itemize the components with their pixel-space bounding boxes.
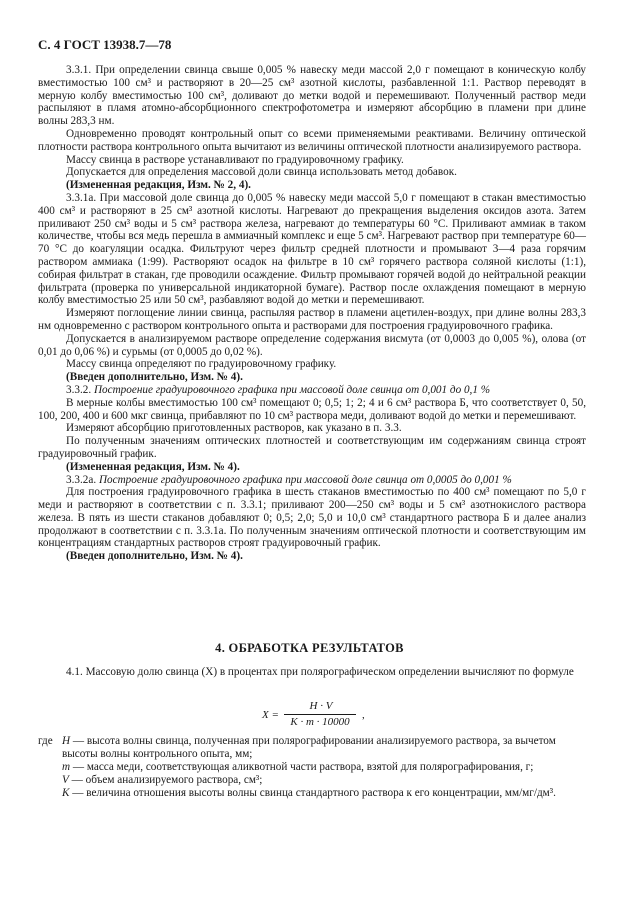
paragraph-build-graph: По полученным значениям оптических плотностей и соответствующим им содержаниям свинца строят градуировочный график. <box>38 435 586 460</box>
definition-description: — величина отношения высоты волны свинца стандартного раствора к его концентрации, мм/мг/дм³. <box>69 787 556 799</box>
definition-symbol: H <box>62 735 71 747</box>
definition-symbol: V <box>62 774 69 786</box>
formula-comma: , <box>362 709 365 721</box>
document-body <box>38 64 586 563</box>
amendment-note: (Введен дополнительно, Изм. № 4). <box>66 371 243 384</box>
paragraph-volumetric-flasks: В мерные колбы вместимостью 100 см³ помещают 0; 0,5; 1; 2; 4 и 6 см³ раствора Б, что соответствует 0, 50, 100, 200, 400 и 600 мкг свинца, прибавляют по 10 см³ раствора меди, доливают водой до метки и перемешивают. <box>38 396 586 422</box>
subsection-3-3-2-heading <box>38 384 586 397</box>
definition-row <box>38 787 586 800</box>
paragraph-3-3-1: 3.3.1. При определении свинца свыше 0,005 % навеску меди массой 2,0 г помещают в коническую колбу вместимостью 100 см³ и растворяют в 20—25 см³ азотной кислоты, разбавленной 1:1. Раствор переводят в мерную колбу вместимостью 100 см³, доливают до метки водой и перемешивают. Полученный раствор меди распыляют в пламя атомно-абсорбционного спектрофотометра и измеряют абсорбцию в пламени при длине волны 283,3 нм. <box>38 64 586 128</box>
paragraph-mass-by-graph: Массу свинца в растворе устанавливают по градуировочному графику. <box>66 153 404 166</box>
definition-symbol: K <box>62 787 70 799</box>
subsection-title: Построение градуировочного графика при массовой доле свинца от 0,001 до 0,1 % <box>93 383 491 396</box>
formula <box>262 700 382 734</box>
paragraph-six-beakers: Для построения градуировочного графика в шесть стаканов вместимостью по 400 см³ помещают по 5,0 г меди и растворяют в соответствии с п. 3.3.1; приливают 200—250 см³ воды и 5 см³ азотнокислого раствора железа. В пять из шести стаканов добавляют 0; 0,5; 2,0; 5,0 и 10,0 см³ стандартного раствора Б и далее анализ продолжают в соответствии с п. 3.3.1а. По полученным значениям оптической плотности и соответствующим им концентрациям стандартных растворов строят градуировочный график. <box>38 486 586 550</box>
paragraph-3-3-1a: 3.3.1а. При массовой доле свинца до 0,005 % навеску меди массой 5,0 г помещают в стакан вместимостью 400 см³ и растворяют в 25 см³ азотной кислоты. Нагревают до прекращения выделения оксидов азота. Затем приливают 250 см³ воды и 5 см³ раствора железа, нагревают до температуры 60 °С. Приливают аммиак в таком количестве, чтобы вся медь перешла в аммиачный комплекс и еще 5 см³. Нагревают раствор при температуре 60—70 °С до коагуляции осадка. Фильтруют через фильтр средней плотности и промывают 3—4 раза горячим раствором аммиака (1:99). Растворяют осадок на фильтре в 10 см³ горячего раствора соляной кислоты (1:1), собирая фильтрат в стакан, где проводили осаждение. Фильтр промывают горячей водой до нейтральной реакции фильтрата (проверка по универсальной индикаторной бумаге). Раствор после охлаждения помещают в мерную колбу вместимостью 25 или 50 см³, разбавляют водой до метки и перемешивают. <box>38 191 586 307</box>
definition-description: — объем анализируемого раствора, см³; <box>68 774 263 786</box>
amendment-note: (Измененная редакция, Изм. № 2, 4). <box>66 179 251 192</box>
definition-text <box>62 761 586 774</box>
definition-text <box>62 774 586 787</box>
variable-definitions <box>38 735 586 800</box>
definition-indent <box>38 774 62 787</box>
paragraph-bismuth-tin-antimony: Допускается в анализируемом растворе определение содержания висмута (от 0,0003 до 0,005 %), олова (от 0,01 до 0,06 %) и сурьмы (от 0,0005 до 0,02 %). <box>38 332 586 358</box>
definition-row <box>38 774 586 787</box>
subsection-number: 3.3.2. <box>66 383 92 396</box>
fraction-bar <box>284 714 356 715</box>
definition-row <box>38 735 586 761</box>
page-header: С. 4 ГОСТ 13938.7—78 <box>38 37 172 52</box>
paragraph-4-1: 4.1. Массовую долю свинца (X) в процентах при полярографическом определении вычисляют по формуле <box>66 666 574 678</box>
section-4-title: 4. ОБРАБОТКА РЕЗУЛЬТАТОВ <box>215 641 404 655</box>
definition-text <box>62 735 586 761</box>
definition-row <box>38 761 586 774</box>
definition-indent <box>38 787 62 800</box>
subsection-3-3-2a-heading <box>38 474 586 487</box>
amendment-note: (Измененная редакция, Изм. № 4). <box>66 460 240 473</box>
subsection-number: 3.3.2а. <box>66 473 97 486</box>
formula-denominator: K · m · 10000 <box>290 716 350 728</box>
paragraph-measure-absorption: Измеряют поглощение линии свинца, распыляя раствор в пламени ацетилен-воздух, при длине волны 283,3 нм одновременно с раствором контрольного опыта и растворами для построения градуировочного графика. <box>38 307 586 332</box>
definition-text <box>62 787 586 800</box>
formula-numerator: H · V <box>309 700 333 712</box>
definition-description: — масса меди, соответствующая аликвотной части раствора, взятой для полярографирования, г; <box>70 761 534 773</box>
definition-indent <box>38 761 62 774</box>
paragraph-control-experiment: Одновременно проводят контрольный опыт со всеми применяемыми реактивами. Величину оптической плотности раствора контрольного опыта вычитают из величины оптической плотности анализируемого раствора. <box>38 127 586 153</box>
definitions-lead: где <box>38 735 53 747</box>
definition-description: — высота волны свинца, полученная при полярографировании анализируемого раствора, за вычетом высоты волны контрольного опыта, мм; <box>62 735 556 760</box>
definition-symbol: m <box>62 761 71 773</box>
paragraph-mass-by-graph-2: Массу свинца определяют по градуировочному графику. <box>66 358 337 371</box>
paragraph-additions-method: Допускается для определения массовой доли свинца использовать метод добавок. <box>66 166 457 179</box>
amendment-note: (Введен дополнительно, Изм. № 4). <box>66 550 243 563</box>
formula-lhs: X = <box>262 709 279 721</box>
subsection-title: Построение градуировочного графика при массовой доле свинца от 0,0005 до 0,001 % <box>98 473 512 486</box>
paragraph-measure-prepared: Измеряют абсорбцию приготовленных растворов, как указано в п. 3.3. <box>66 422 402 435</box>
